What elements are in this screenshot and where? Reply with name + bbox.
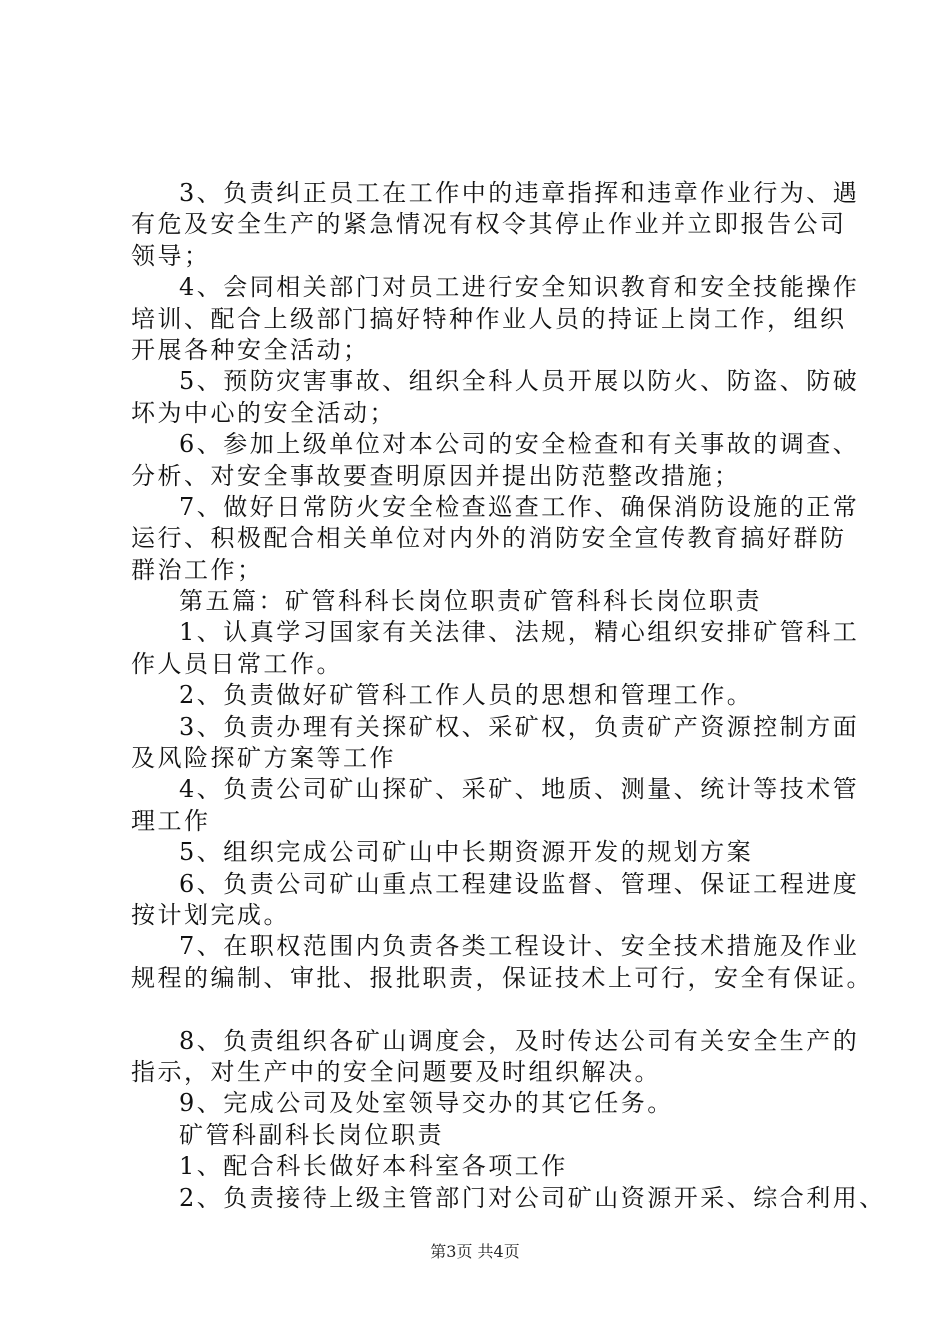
paragraph-line: 坏为中心的安全活动； [131, 398, 396, 427]
paragraph-line: 1、配合科长做好本科室各项工作 [179, 1152, 568, 1181]
paragraph-line: 理工作 [131, 806, 211, 835]
paragraph-line: 4、会同相关部门对员工进行安全知识教育和安全技能操作 [179, 273, 860, 302]
paragraph-line: 2、负责做好矿管科工作人员的思想和管理工作。 [179, 681, 754, 710]
paragraph-line: 7、做好日常防火安全检查巡查工作、确保消防设施的正常 [179, 492, 860, 521]
paragraph-line: 1、认真学习国家有关法律、法规，精心组织安排矿管科工 [179, 618, 860, 647]
section-heading: 矿管科副科长岗位职责 [179, 1120, 444, 1149]
paragraph-line: 3、负责办理有关探矿权、采矿权，负责矿产资源控制方面 [179, 712, 860, 741]
paragraph-line: 运行、积极配合相关单位对内外的消防安全宣传教育搞好群防 [131, 524, 847, 553]
body-text [131, 178, 886, 1214]
paragraph-line: 分析、对安全事故要查明原因并提出防范整改措施； [131, 461, 741, 490]
paragraph-line: 有危及安全生产的紧急情况有权令其停止作业并立即报告公司 [131, 210, 847, 239]
paragraph-line: 2、负责接待上级主管部门对公司矿山资源开采、综合利用、 [179, 1183, 886, 1212]
paragraph-line: 8、负责组织各矿山调度会，及时传达公司有关安全生产的 [179, 1026, 860, 1055]
blank-line [131, 994, 851, 1025]
paragraph-line: 9、完成公司及处室领导交办的其它任务。 [179, 1089, 674, 1118]
paragraph-line: 5、组织完成公司矿山中长期资源开发的规划方案 [179, 838, 754, 867]
paragraph-line: 作人员日常工作。 [131, 649, 343, 678]
paragraph-line: 指示，对生产中的安全问题要及时组织解决。 [131, 1057, 661, 1086]
paragraph-line: 5、预防灾害事故、组织全科人员开展以防火、防盗、防破 [179, 367, 860, 396]
paragraph-line: 3、负责纠正员工在工作中的违章指挥和违章作业行为、遇 [179, 179, 860, 207]
paragraph-line: 7、在职权范围内负责各类工程设计、安全技术措施及作业 [179, 932, 860, 961]
paragraph-line: 领导； [131, 241, 211, 270]
paragraph-line: 及风险探矿方案等工作 [131, 744, 396, 773]
paragraph-line: 开展各种安全活动； [131, 335, 370, 364]
paragraph-line: 规程的编制、审批、报批职责，保证技术上可行，安全有保证。 [131, 963, 873, 992]
section-heading: 第五篇：矿管科科长岗位职责矿管科科长岗位职责 [179, 587, 762, 616]
paragraph-line: 4、负责公司矿山探矿、采矿、地质、测量、统计等技术管 [179, 775, 860, 804]
paragraph-line: 6、参加上级单位对本公司的安全检查和有关事故的调查、 [179, 430, 860, 459]
paragraph-line: 培训、配合上级部门搞好特种作业人员的持证上岗工作，组织 [131, 304, 847, 333]
paragraph-line: 群治工作； [131, 555, 264, 584]
page-number-footer: 第3页 共4页 [430, 1242, 520, 1261]
paragraph-line: 按计划完成。 [131, 900, 290, 929]
paragraph-line: 6、负责公司矿山重点工程建设监督、管理、保证工程进度 [179, 869, 860, 898]
